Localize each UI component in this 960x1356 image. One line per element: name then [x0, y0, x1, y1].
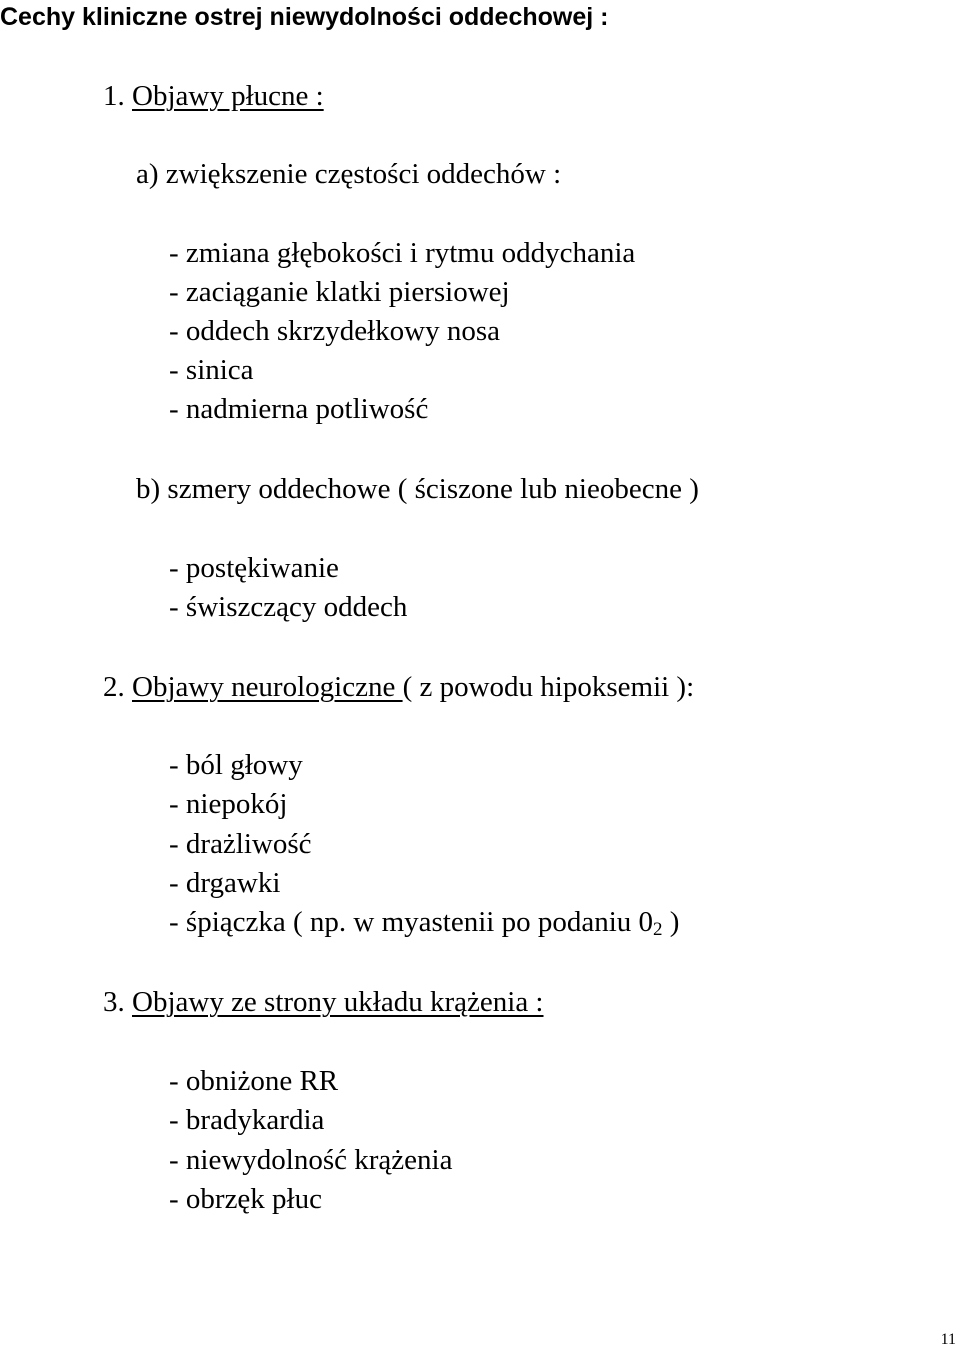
list-item: - nadmierna potliwość [169, 393, 429, 425]
list-item: - oddech skrzydełkowy nosa [169, 315, 500, 347]
list-item: - zmiana głębokości i rytmu oddychania [169, 237, 636, 269]
list-item-text: - śpiączka ( np. w myastenii po podaniu 0 [169, 906, 654, 938]
list-item: - drgawki [169, 867, 281, 899]
section-3-heading [103, 984, 544, 1020]
list-item: - ból głowy [169, 749, 303, 781]
list-item: - obniżone RR [169, 1065, 339, 1097]
section-3-heading-text: Objawy ze strony układu krążenia : [132, 986, 544, 1018]
section-1-heading-text: Objawy płucne : [132, 80, 324, 112]
subscript: 2 [653, 919, 663, 940]
section-2-number: 2. [103, 671, 132, 703]
list-item: - bradykardia [169, 1104, 325, 1136]
list-item: - niepokój [169, 788, 288, 820]
section-3-number: 3. [103, 986, 132, 1018]
list-item: - drażliwość [169, 828, 312, 860]
page-title: Cechy kliniczne ostrej niewydolności oddechowej : [0, 3, 609, 31]
subsection-a-label: a) zwiększenie częstości oddechów : [136, 158, 562, 190]
list-item: - zaciąganie klatki piersiowej [169, 276, 510, 308]
list-item: - niewydolność krążenia [169, 1144, 453, 1176]
section-1-number: 1. [103, 80, 132, 112]
subsection-b-label: b) szmery oddechowe ( ściszone lub nieobecne ) [136, 473, 699, 505]
list-item [169, 904, 679, 940]
list-item: - świszczący oddech [169, 591, 408, 623]
list-item-text-end: ) [662, 906, 680, 938]
list-item: - obrzęk płuc [169, 1183, 322, 1215]
list-item: - postękiwanie [169, 552, 339, 584]
list-item: - sinica [169, 354, 254, 386]
page-number: 11 [940, 1331, 956, 1348]
section-2-heading [103, 669, 694, 705]
section-2-heading-rest: ( z powodu hipoksemii ): [402, 671, 695, 703]
section-1-heading [103, 78, 324, 114]
section-2-heading-text: Objawy neurologiczne [132, 671, 403, 703]
